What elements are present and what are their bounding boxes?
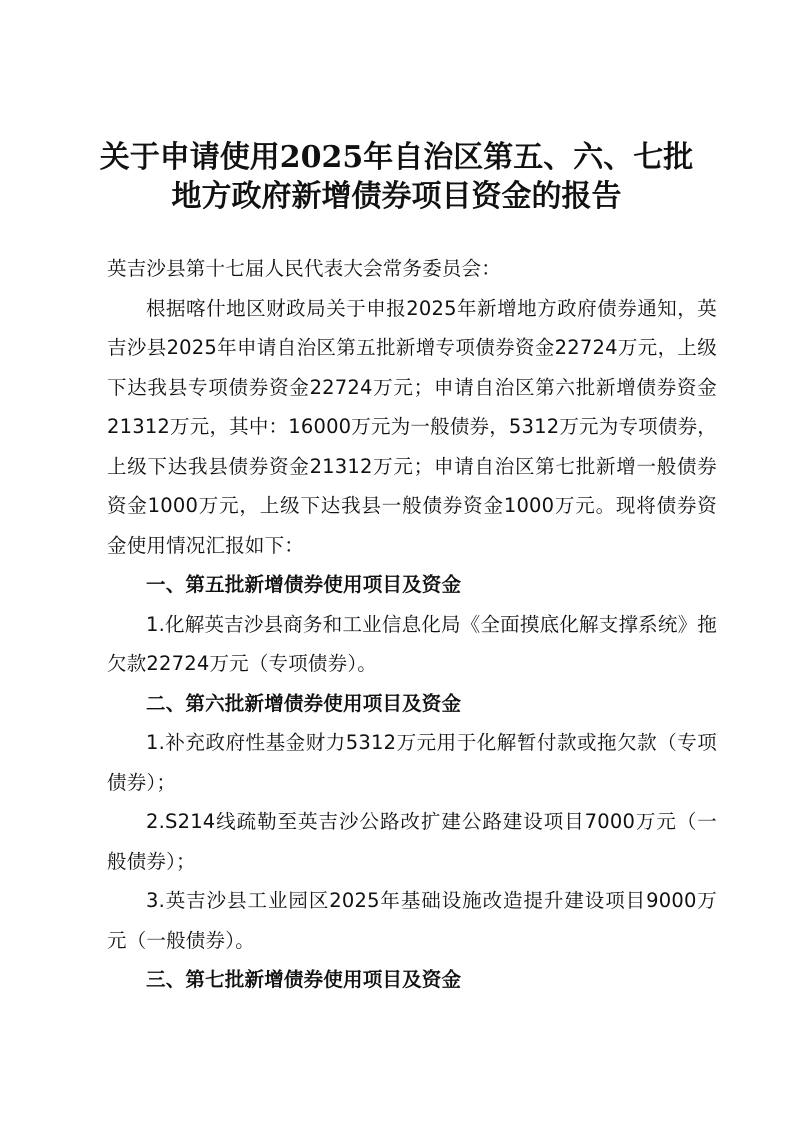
intro-paragraph: 根据喀什地区财政局关于申报2025年新增地方政府债券通知，英吉沙县2025年申请自治区第五批新增专项债券资金22724万元，上级下达我县专项债券资金22724万元；申请自治区第六批新增债券资金21312万元，其中：16000万元为一般债券，5312万元为专项债券，上级下达我县债券资金21312万元；申请自治区第七批新增一般债券资金1000万元，上级下达我县一般债券资金1000万元。现将债券资金使用情况汇报如下： [107, 296, 717, 557]
section-2-heading: 二、第六批新增债券使用项目及资金 [146, 691, 462, 715]
section-1-item-1: 1.化解英吉沙县商务和工业信息化局《全面摸底化解支撑系统》拖欠款22724万元（专项债券）。 [107, 612, 717, 675]
section-2-item-2: 2.S214线疏勒至英吉沙公路改扩建公路建设项目7000万元（一般债券）； [107, 810, 717, 873]
section-2-item-3: 3.英吉沙县工业园区2025年基础设施改造提升建设项目9000万元（一般债券）。 [107, 889, 717, 952]
document-title-line-2: 地方政府新增债券项目资金的报告 [171, 179, 622, 214]
document-title-line-1: 关于申请使用2025年自治区第五、六、七批 [99, 140, 694, 175]
section-1-heading: 一、第五批新增债券使用项目及资金 [146, 573, 462, 596]
section-2-item-1: 1.补充政府性基金财力5312万元用于化解暂付款或拖欠款（专项债券）； [107, 731, 717, 794]
salutation: 英吉沙县第十七届人民代表大会常务委员会： [107, 257, 502, 280]
section-3-heading: 三、第七批新增债券使用项目及资金 [146, 968, 462, 991]
document-body [107, 249, 717, 1000]
